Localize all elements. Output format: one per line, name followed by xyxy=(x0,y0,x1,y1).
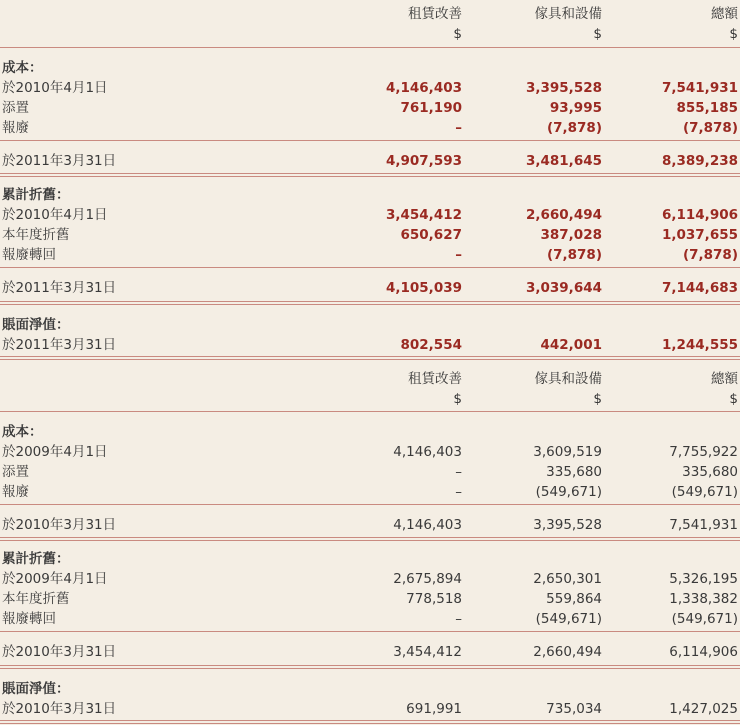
cell-total: 335,680 xyxy=(682,464,738,480)
cell-leasehold: 650,627 xyxy=(400,227,462,243)
currency-symbol: $ xyxy=(453,26,462,42)
cell-leasehold: 3,454,412 xyxy=(393,644,462,660)
cell-furniture: 3,039,644 xyxy=(525,280,602,296)
currency-row xyxy=(0,389,740,409)
table-row xyxy=(0,245,740,265)
currency-symbol: $ xyxy=(729,26,738,42)
cell-total: 1,037,655 xyxy=(661,227,738,243)
col-header-total: 總額 xyxy=(711,6,738,22)
row-label: 本年度折舊 xyxy=(2,227,70,243)
cell-furniture: 387,028 xyxy=(540,227,602,243)
row-label: 於2009年4月1日 xyxy=(2,444,108,460)
cell-leasehold: 4,146,403 xyxy=(393,444,462,460)
double-divider xyxy=(0,356,740,360)
depreciation-heading: 累計折舊： xyxy=(2,551,70,567)
cell-leasehold: 778,518 xyxy=(406,591,462,607)
cell-total: (7,878) xyxy=(682,247,738,263)
double-divider xyxy=(0,537,740,541)
table-row-total xyxy=(0,335,740,355)
currency-symbol: $ xyxy=(593,26,602,42)
row-label: 於2010年4月1日 xyxy=(2,207,108,223)
cell-total: 6,114,906 xyxy=(661,207,738,223)
col-header-leasehold: 租賃改善 xyxy=(408,371,462,387)
table-row xyxy=(0,78,740,98)
cell-leasehold: 4,105,039 xyxy=(385,280,462,296)
section-heading xyxy=(0,58,740,78)
cell-total: 6,114,906 xyxy=(669,644,738,660)
cell-total: 855,185 xyxy=(676,100,738,116)
row-label: 報廢 xyxy=(2,484,29,500)
cell-total: 5,326,195 xyxy=(669,571,738,587)
cost-heading: 成本： xyxy=(2,424,43,440)
cost-heading: 成本： xyxy=(2,60,43,76)
cell-leasehold: 802,554 xyxy=(400,337,462,353)
cell-furniture: 3,609,519 xyxy=(533,444,602,460)
divider xyxy=(0,631,740,632)
table-row xyxy=(0,225,740,245)
cell-furniture: 335,680 xyxy=(546,464,602,480)
row-label: 於2011年3月31日 xyxy=(2,280,117,296)
cell-leasehold: – xyxy=(455,120,462,136)
cell-furniture: 735,034 xyxy=(546,701,602,717)
cell-furniture: 2,660,494 xyxy=(525,207,602,223)
cell-leasehold: 2,675,894 xyxy=(393,571,462,587)
row-label: 於2010年3月31日 xyxy=(2,644,117,660)
section-heading xyxy=(0,679,740,699)
cell-total: 7,541,931 xyxy=(661,80,738,96)
currency-symbol: $ xyxy=(729,391,738,407)
cell-furniture: (549,671) xyxy=(535,484,602,500)
cell-leasehold: 4,907,593 xyxy=(385,153,462,169)
row-label: 報廢 xyxy=(2,120,29,136)
row-label: 於2010年3月31日 xyxy=(2,701,117,717)
table-row-total xyxy=(0,515,740,535)
divider xyxy=(0,504,740,505)
cell-leasehold: 691,991 xyxy=(406,701,462,717)
double-divider xyxy=(0,301,740,305)
cell-leasehold: 761,190 xyxy=(400,100,462,116)
cell-furniture: 3,395,528 xyxy=(525,80,602,96)
cell-total: 7,144,683 xyxy=(661,280,738,296)
depreciation-heading: 累計折舊： xyxy=(2,187,70,203)
table-row xyxy=(0,569,740,589)
col-header-furniture: 傢具和設備 xyxy=(534,371,602,387)
cell-furniture: 559,864 xyxy=(546,591,602,607)
nbv-heading: 賬面淨值： xyxy=(2,681,70,697)
column-header-row xyxy=(0,4,740,24)
table-row xyxy=(0,589,740,609)
cell-furniture: 3,481,645 xyxy=(525,153,602,169)
double-divider xyxy=(0,720,740,724)
divider xyxy=(0,140,740,141)
cell-furniture: 93,995 xyxy=(549,100,602,116)
cell-total: 7,541,931 xyxy=(669,517,738,533)
col-header-total: 總額 xyxy=(711,371,738,387)
cell-furniture: 2,660,494 xyxy=(533,644,602,660)
table-row-total xyxy=(0,151,740,171)
row-label: 添置 xyxy=(2,100,29,116)
cell-leasehold: – xyxy=(455,611,462,627)
currency-row xyxy=(0,24,740,44)
row-label: 報廢轉回 xyxy=(2,611,56,627)
row-label: 於2010年4月1日 xyxy=(2,80,108,96)
row-label: 於2010年3月31日 xyxy=(2,517,117,533)
divider xyxy=(0,411,740,412)
row-label: 報廢轉回 xyxy=(2,247,56,263)
table-row xyxy=(0,609,740,629)
cell-furniture: 3,395,528 xyxy=(533,517,602,533)
cell-furniture: 442,001 xyxy=(540,337,602,353)
column-header-row xyxy=(0,369,740,389)
cell-total: (549,671) xyxy=(671,611,738,627)
nbv-heading: 賬面淨值： xyxy=(2,317,70,333)
double-divider xyxy=(0,665,740,669)
section-heading xyxy=(0,549,740,569)
row-label: 本年度折舊 xyxy=(2,591,70,607)
cell-leasehold: 4,146,403 xyxy=(385,80,462,96)
cell-leasehold: 3,454,412 xyxy=(385,207,462,223)
row-label: 添置 xyxy=(2,464,29,480)
divider xyxy=(0,47,740,48)
table-row xyxy=(0,118,740,138)
cell-total: 1,338,382 xyxy=(669,591,738,607)
cell-furniture: (7,878) xyxy=(546,247,602,263)
table-row xyxy=(0,98,740,118)
cell-total: 8,389,238 xyxy=(661,153,738,169)
cell-furniture: (549,671) xyxy=(535,611,602,627)
table-row xyxy=(0,442,740,462)
table-row-total xyxy=(0,278,740,298)
currency-symbol: $ xyxy=(453,391,462,407)
cell-total: (7,878) xyxy=(682,120,738,136)
cell-total: 1,427,025 xyxy=(669,701,738,717)
cell-leasehold: – xyxy=(455,464,462,480)
cell-total: (549,671) xyxy=(671,484,738,500)
cell-furniture: (7,878) xyxy=(546,120,602,136)
table-row xyxy=(0,205,740,225)
divider xyxy=(0,267,740,268)
row-label: 於2011年3月31日 xyxy=(2,153,117,169)
table-row xyxy=(0,482,740,502)
col-header-furniture: 傢具和設備 xyxy=(534,6,602,22)
table-row-total xyxy=(0,699,740,719)
row-label: 於2011年3月31日 xyxy=(2,337,117,353)
currency-symbol: $ xyxy=(593,391,602,407)
cell-furniture: 2,650,301 xyxy=(533,571,602,587)
col-header-leasehold: 租賃改善 xyxy=(408,6,462,22)
table-row xyxy=(0,462,740,482)
cell-leasehold: 4,146,403 xyxy=(393,517,462,533)
row-label: 於2009年4月1日 xyxy=(2,571,108,587)
cell-total: 1,244,555 xyxy=(661,337,738,353)
section-heading xyxy=(0,422,740,442)
cell-leasehold: – xyxy=(455,247,462,263)
cell-total: 7,755,922 xyxy=(669,444,738,460)
cell-leasehold: – xyxy=(455,484,462,500)
double-divider xyxy=(0,173,740,177)
section-heading xyxy=(0,315,740,335)
section-heading xyxy=(0,185,740,205)
table-row-total xyxy=(0,642,740,662)
